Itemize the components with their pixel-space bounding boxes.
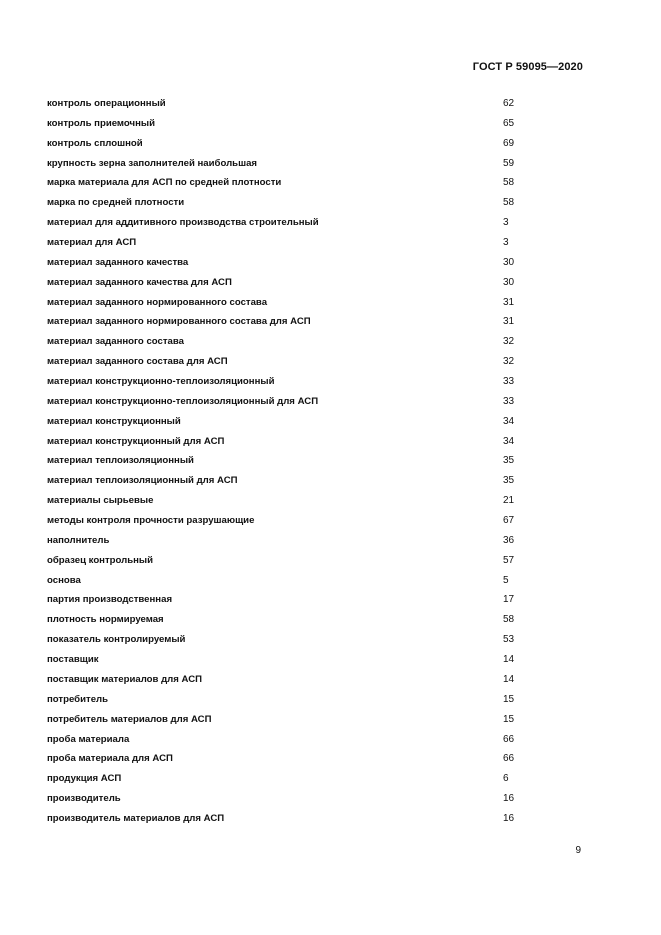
index-entry	[47, 694, 527, 714]
index-page-ref: 3	[503, 237, 509, 249]
index-page-ref: 58	[503, 177, 515, 189]
index-entry	[47, 515, 527, 535]
index-page-ref: 59	[503, 157, 515, 169]
index-term: материалы сырьевые	[47, 495, 154, 507]
page-number: 9	[575, 845, 581, 856]
index-entry	[47, 793, 527, 813]
index-page-ref: 14	[503, 654, 515, 666]
index-term: продукция АСП	[47, 773, 122, 785]
index-page-ref: 36	[503, 534, 515, 546]
index-entry	[47, 495, 527, 515]
index-entry	[47, 436, 527, 456]
index-term: образец контрольный	[47, 554, 154, 566]
index-entry	[47, 575, 527, 595]
index-page-ref: 14	[503, 673, 515, 685]
index-term: показатель контролируемый	[47, 634, 186, 646]
index-page-ref: 34	[503, 435, 515, 447]
index-entry	[47, 98, 527, 118]
index-page-ref: 32	[503, 336, 515, 348]
index-page-ref: 34	[503, 415, 515, 427]
index-page-ref: 16	[503, 793, 515, 805]
index-term: материал теплоизоляционный для АСП	[47, 475, 238, 487]
index-entry	[47, 416, 527, 436]
index-term: материал заданного состава для АСП	[47, 356, 228, 368]
index-page-ref: 31	[503, 296, 515, 308]
index-entry	[47, 237, 527, 257]
index-term: материал заданного нормированного состава	[47, 296, 268, 308]
index-term: плотность нормируемая	[47, 614, 164, 626]
index-page-ref: 66	[503, 733, 515, 745]
term-index-list	[47, 98, 527, 833]
index-term: материал заданного качества	[47, 256, 189, 268]
index-term: марка по средней плотности	[47, 197, 185, 209]
index-entry	[47, 376, 527, 396]
index-term: материал заданного качества для АСП	[47, 276, 232, 288]
index-page-ref: 33	[503, 395, 515, 407]
index-entry	[47, 753, 527, 773]
index-page-ref: 35	[503, 475, 515, 487]
index-page-ref: 62	[503, 98, 515, 109]
index-entry	[47, 714, 527, 734]
index-term: материал конструкционно-теплоизоляционный для АСП	[47, 395, 319, 407]
index-term: наполнитель	[47, 534, 110, 546]
index-entry	[47, 336, 527, 356]
index-term: потребитель	[47, 693, 109, 705]
index-term: контроль операционный	[47, 98, 166, 109]
index-page-ref: 35	[503, 455, 515, 467]
index-term: методы контроля прочности разрушающие	[47, 515, 255, 527]
index-entry	[47, 555, 527, 575]
index-term: материал конструкционный для АСП	[47, 435, 225, 447]
index-entry	[47, 277, 527, 297]
index-page-ref: 30	[503, 276, 515, 288]
index-term: поставщик	[47, 654, 99, 666]
index-entry	[47, 813, 527, 833]
index-page-ref: 15	[503, 693, 515, 705]
document-code: ГОСТ Р 59095—2020	[472, 61, 583, 73]
index-page-ref: 69	[503, 137, 515, 149]
index-term: производитель	[47, 793, 121, 805]
index-term: материал теплоизоляционный	[47, 455, 194, 467]
index-page-ref: 31	[503, 316, 515, 328]
index-term: проба материала для АСП	[47, 753, 173, 765]
index-entry	[47, 634, 527, 654]
index-entry	[47, 396, 527, 416]
index-entry	[47, 138, 527, 158]
index-entry	[47, 158, 527, 178]
index-entry	[47, 455, 527, 475]
index-term: потребитель материалов для АСП	[47, 713, 212, 725]
index-term: материал для аддитивного производства строительный	[47, 217, 319, 229]
index-entry	[47, 257, 527, 277]
index-page-ref: 57	[503, 554, 515, 566]
index-page-ref: 15	[503, 713, 515, 725]
index-entry	[47, 475, 527, 495]
index-term: материал конструкционно-теплоизоляционный	[47, 376, 275, 388]
index-page-ref: 65	[503, 117, 515, 129]
index-page-ref: 58	[503, 614, 515, 626]
index-page-ref: 53	[503, 634, 515, 646]
index-page-ref: 58	[503, 197, 515, 209]
index-entry	[47, 773, 527, 793]
index-term: материал заданного нормированного состава для АСП	[47, 316, 311, 328]
index-term: контроль сплошной	[47, 137, 143, 149]
index-entry	[47, 118, 527, 138]
index-page-ref: 5	[503, 574, 509, 586]
index-page-ref: 17	[503, 594, 515, 606]
index-term: материал заданного состава	[47, 336, 184, 348]
index-entry	[47, 177, 527, 197]
index-term: основа	[47, 574, 81, 586]
index-page-ref: 3	[503, 217, 509, 229]
index-term: проба материала	[47, 733, 130, 745]
index-entry	[47, 356, 527, 376]
index-term: поставщик материалов для АСП	[47, 673, 203, 685]
index-entry	[47, 614, 527, 634]
index-entry	[47, 594, 527, 614]
index-term: контроль приемочный	[47, 117, 155, 129]
index-entry	[47, 197, 527, 217]
index-entry	[47, 316, 527, 336]
index-entry	[47, 674, 527, 694]
index-page-ref: 32	[503, 356, 515, 368]
index-entry	[47, 217, 527, 237]
index-entry	[47, 734, 527, 754]
index-entry	[47, 654, 527, 674]
index-page-ref: 30	[503, 256, 515, 268]
index-term: производитель материалов для АСП	[47, 812, 225, 824]
index-term: материал для АСП	[47, 237, 137, 249]
index-term: партия производственная	[47, 594, 173, 606]
index-page-ref: 66	[503, 753, 515, 765]
index-term: материал конструкционный	[47, 415, 181, 427]
index-entry	[47, 297, 527, 317]
index-term: крупность зерна заполнителей наибольшая	[47, 157, 258, 169]
index-term: марка материала для АСП по средней плотности	[47, 177, 282, 189]
index-entry	[47, 535, 527, 555]
index-page-ref: 21	[503, 495, 515, 507]
index-page-ref: 33	[503, 376, 515, 388]
index-page-ref: 6	[503, 773, 509, 785]
index-page-ref: 16	[503, 812, 515, 824]
index-page-ref: 67	[503, 515, 515, 527]
